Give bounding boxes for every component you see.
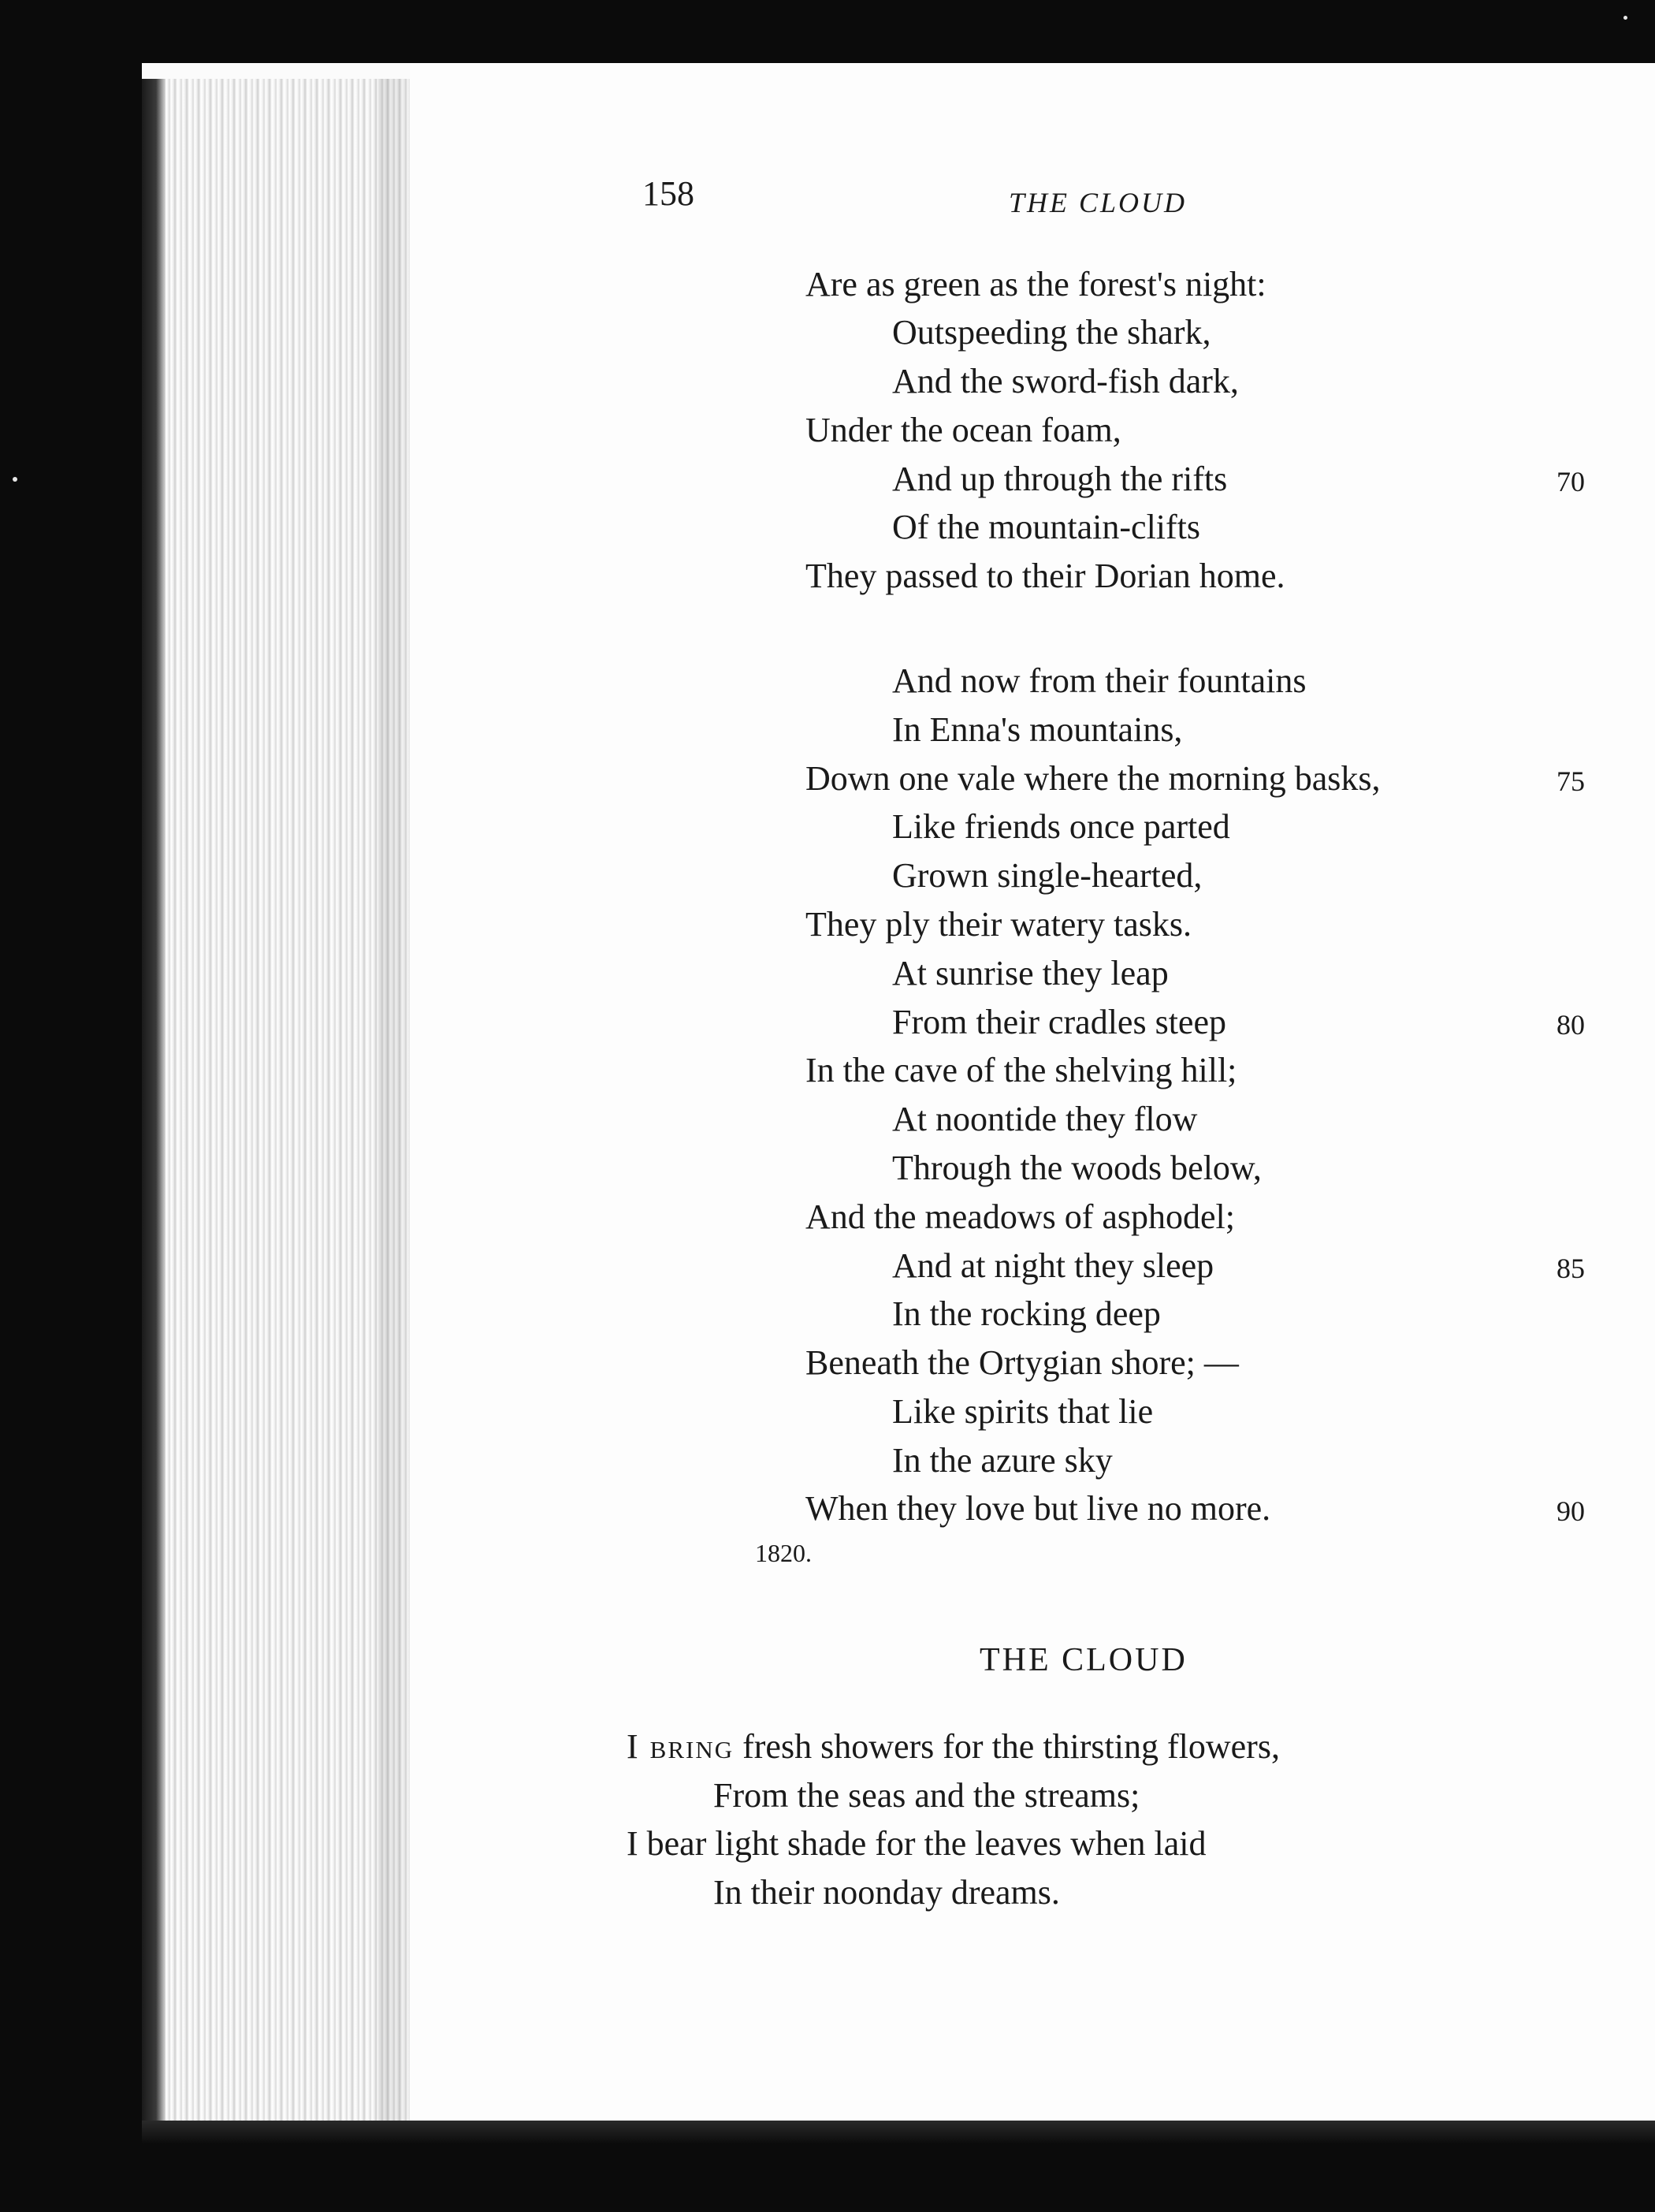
poem-line: At sunrise they leap [892,954,1169,992]
poem-line: Beneath the Ortygian shore; — [805,1343,1239,1382]
poem-line: Outspeeding the shark, [892,313,1211,352]
running-head: THE CLOUD [1009,187,1188,218]
line-number: 85 [1556,1253,1585,1284]
poem-line: When they love but live no more. [805,1489,1271,1528]
poem-line: They ply their watery tasks. [805,905,1192,944]
poem-line: Down one vale where the morning basks, [805,759,1381,798]
book-spine [142,79,166,2128]
poem-line: And the meadows of asphodel; [805,1197,1235,1236]
poem-line: Through the woods below, [892,1149,1262,1187]
poem-line: In Enna's mountains, [892,710,1183,749]
line-number: 80 [1556,1009,1585,1041]
poem-line: In the cave of the shelving hill; [805,1051,1237,1089]
poem-line: Of the mountain-clifts [892,508,1201,546]
poem-line: And up through the rifts [892,460,1228,498]
poem-line: From the seas and the streams; [713,1776,1140,1815]
poem-line: And at night they sleep [892,1246,1214,1285]
poem-line: And now from their fountains [892,661,1307,700]
poem-line: Grown single-hearted, [892,856,1203,895]
poem-line: And the sword-fish dark, [892,362,1239,400]
poem-line: From their cradles steep [892,1003,1226,1041]
poem-line: In their noonday dreams. [713,1873,1060,1912]
line-number: 75 [1556,765,1585,797]
scan-speck [1623,16,1627,20]
poem-line: Are as green as the forest's night: [805,265,1266,303]
poem-line: In the rocking deep [892,1294,1161,1333]
poem-line: At noontide they flow [892,1100,1198,1138]
poem-line: They passed to their Dorian home. [805,557,1285,595]
poem-line: In the azure sky [892,1441,1113,1480]
opening-words: I bring [627,1727,735,1766]
book-bottom-shadow [142,2121,1655,2144]
line-number: 90 [1556,1495,1585,1527]
page-number: 158 [642,174,694,213]
opening-line-rest: fresh showers for the thirsting flowers, [734,1727,1280,1766]
page-edges [142,79,411,2128]
line-number: 70 [1556,466,1585,497]
poem-title: THE CLOUD [980,1642,1188,1678]
poem-line [627,1726,1280,1767]
scan-speck [13,477,17,482]
poem-year: 1820. [755,1539,812,1567]
poem-line: I bear light shade for the leaves when laid [627,1824,1207,1863]
poem-line: Under the ocean foam, [805,411,1121,449]
poem-line: Like friends once parted [892,807,1230,846]
poem-line: Like spirits that lie [892,1392,1154,1431]
